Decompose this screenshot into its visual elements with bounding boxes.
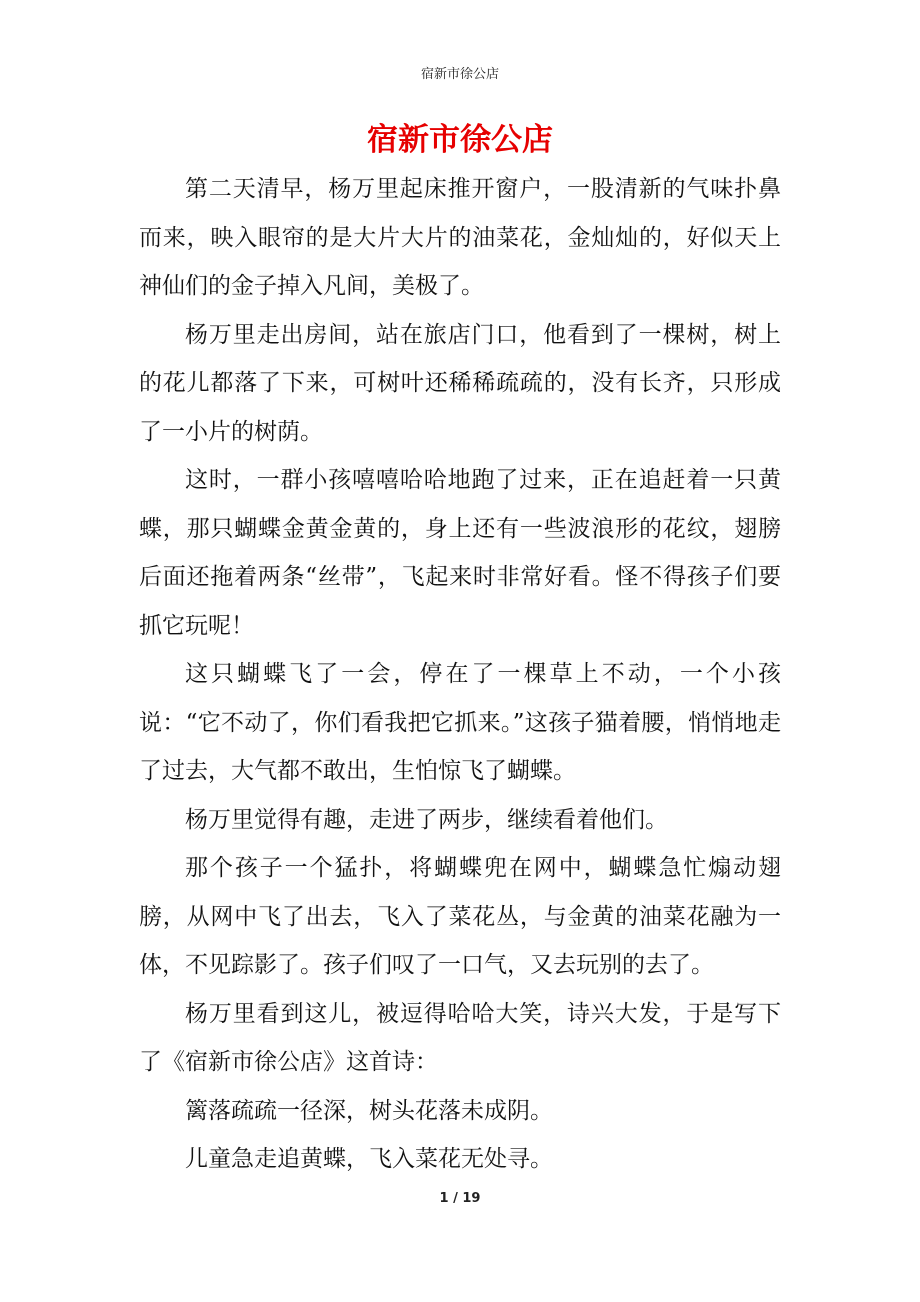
paragraph-1: 第二天清早，杨万里起床推开窗户，一股清新的气味扑鼻而来，映入眼帘的是大片大片的油菜花，金灿灿的，好似天上神仙们的金子掉入凡间，美极了。 bbox=[139, 176, 781, 299]
document-title: 宿新市徐公店 bbox=[367, 122, 553, 158]
running-header: 宿新市徐公店 bbox=[420, 67, 499, 82]
paragraph-7: 杨万里看到这儿，被逗得哈哈大笑，诗兴大发，于是写下了《宿新市徐公店》这首诗： bbox=[139, 1000, 781, 1075]
paragraph-5: 杨万里觉得有趣，走进了两步，继续看着他们。 bbox=[185, 806, 668, 833]
paragraph-6: 那个孩子一个猛扑，将蝴蝶兜在网中，蝴蝶急忙煽动翅膀，从网中飞了出去，飞入了菜花丛，与金黄的油菜花融为一体，不见踪影了。孩子们叹了一口气，又去玩别的去了。 bbox=[139, 855, 781, 978]
poem-line-2: 儿童急走追黄蝶，飞入菜花无处寻。 bbox=[185, 1146, 553, 1172]
article-body bbox=[139, 165, 781, 1184]
page-number: 1 / 19 bbox=[439, 1191, 481, 1206]
paragraph-3: 这时，一群小孩嘻嘻哈哈地跑了过来，正在追赶着一只黄蝶，那只蝴蝶金黄金黄的，身上还有一些波浪形的花纹，翅膀后面还拖着两条“丝带”，飞起来时非常好看。怪不得孩子们要抓它玩呢！ bbox=[139, 467, 781, 639]
paragraph-2: 杨万里走出房间，站在旅店门口，他看到了一棵树，树上的花儿都落了下来，可树叶还稀稀疏疏的，没有长齐，只形成了一小片的树荫。 bbox=[139, 321, 781, 445]
poem-line-1: 篱落疏疏一径深，树头花落未成阴。 bbox=[185, 1097, 553, 1124]
paragraph-4: 这只蝴蝶飞了一会，停在了一棵草上不动，一个小孩说：“它不动了，你们看我把它抓来。”这孩子猫着腰，悄悄地走了过去，大气都不敢出，生怕惊飞了蝴蝶。 bbox=[139, 661, 781, 784]
